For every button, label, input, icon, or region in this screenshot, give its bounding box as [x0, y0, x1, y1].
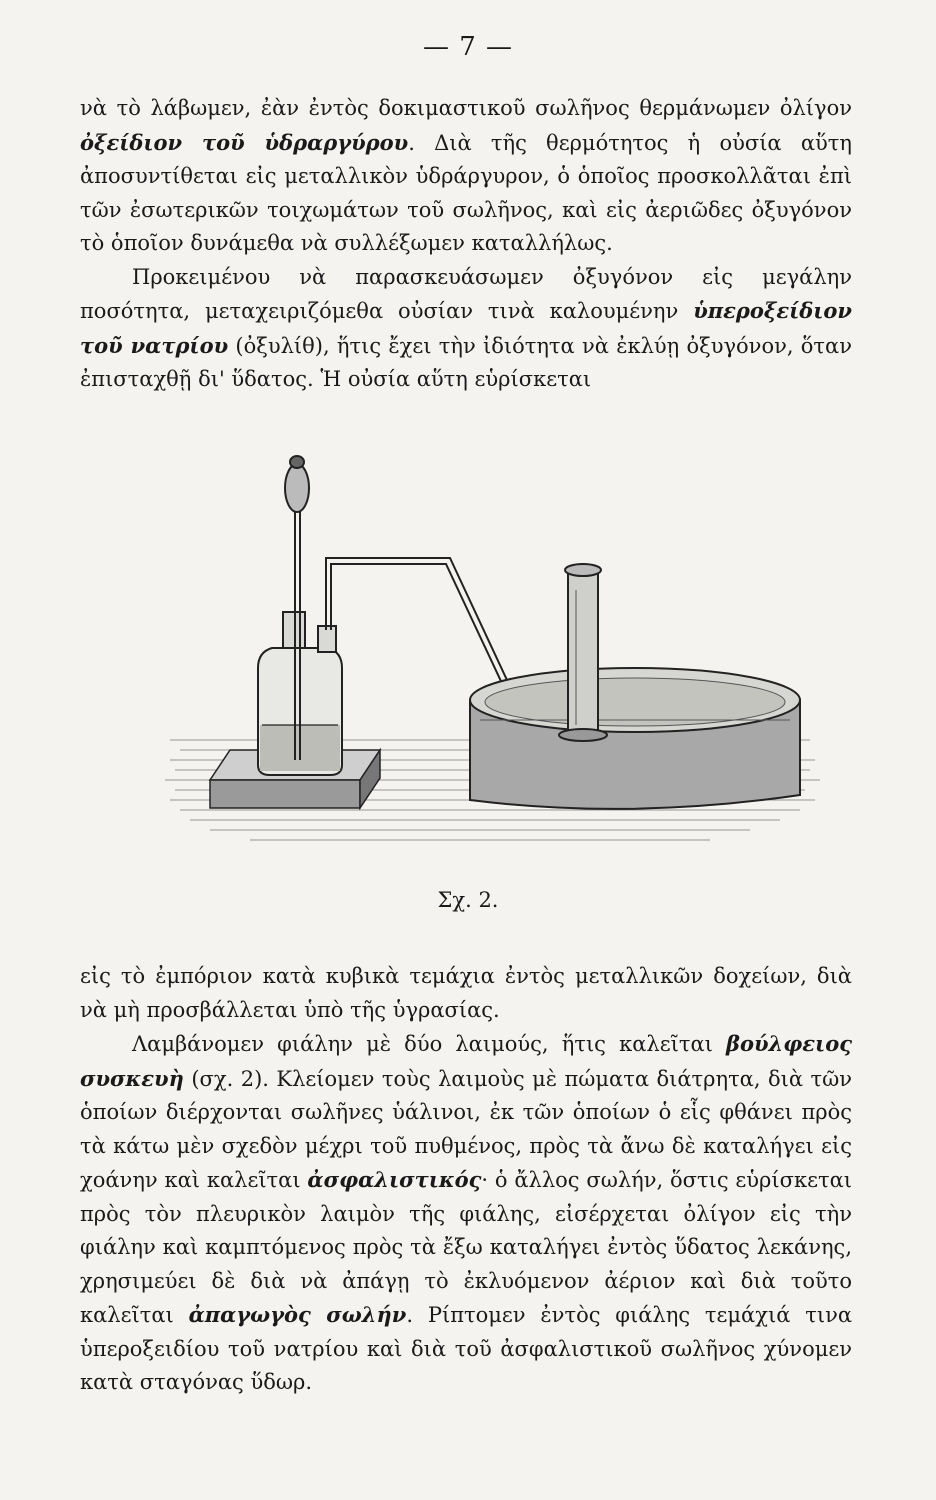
- woulff-bottle-figure: [150, 440, 850, 870]
- apparatus-illustration: [150, 440, 850, 870]
- figure-caption: Σχ. 2.: [437, 888, 499, 912]
- emphasis: ἀπαγωγὸς σωλήν: [188, 1302, 407, 1327]
- paragraph: εἰς τὸ ἐμπόριον κατὰ κυβικὰ τεμάχια ἐντὸς μεταλλικῶν δοχείων, διὰ νὰ μὴ προσβάλλεται ὑπὸ τῆς ὑγρασίας.: [80, 964, 852, 1022]
- emphasis: ἀσφαλιστικός: [307, 1167, 482, 1192]
- emphasis: βούλφειος συσκευὴ: [80, 1031, 852, 1091]
- emphasis: ὀξείδιον τοῦ ὑδραργύρου: [80, 129, 409, 155]
- paragraph: Λαμβάνομεν φιάλην μὲ δύο λαιμούς, ἥτις καλεῖται βούλφειος συσκευὴ (σχ. 2). Κλείομεν τοὺς λαιμοὺς μὲ πώματα διάτρητα, διὰ τῶν ὁποίων διέρχονται σωλῆνες ὑάλινοι, ἐκ τῶν ὁποίων ὁ εἷς φθάνει πρὸς τὰ κάτω μὲν σχεδὸν μέχρι τοῦ πυθμένος, πρὸς τὰ ἄνω δὲ καταλήγει εἰς χοάνην καὶ καλεῖται ἀσφαλιστικός· ὁ ἄλλος σωλήν, ὅστις εὑρίσκεται πρὸς τὸν πλευρικὸν λαιμὸν τῆς φιάλης, εἰσέρχεται ὀλίγον εἰς τὴν φιάλην καὶ καμπτόμενος πρὸς τὰ ἔξω καταλήγει ἐντὸς ὕδατος λεκάνης, χρησιμεύει δὲ διὰ νὰ ἀπάγῃ τὸ ἐκλυόμενον ἀέριον καὶ διὰ τοῦτο καλεῖται ἀπαγωγὸς σωλήν. Ρίπτομεν ἐντὸς φιάλης τεμάχιά τινα ὑπεροξειδίου τοῦ νατρίου καὶ διὰ τοῦ ἀσφαλιστικοῦ σωλῆνος χύνομεν κατὰ σταγόνας ὕδωρ.: [80, 1031, 853, 1394]
- page-number: — 7 —: [422, 32, 514, 62]
- paragraph: νὰ τὸ λάβωμεν, ἐὰν ἐντὸς δοκιμαστικοῦ σωλῆνος θερμάνωμεν ὀλίγον ὀξείδιον τοῦ ὑδραργύρου. Διὰ τῆς θερμότητος ἡ οὐσία αὕτη ἀποσυντίθεται εἰς μεταλλικὸν ὑδράργυρον, ὁ ὁποῖος προσκολλᾶται ἐπὶ τῶν ἐσωτερικῶν τοιχωμάτων τοῦ σωλῆνος, καὶ εἰς ἀεριῶδες ὀξυγόνον τὸ ὁποῖον δυνάμεθα νὰ συλλέξωμεν καταλλήλως.: [80, 96, 852, 255]
- top-text: [80, 92, 852, 397]
- bottom-text: [80, 960, 852, 1400]
- paragraph: Προκειμένου νὰ παρασκευάσωμεν ὀξυγόνον εἰς μεγάλην ποσότητα, μεταχειριζόμεθα οὐσίαν τινὰ καλουμένην ὑπεροξείδιον τοῦ νατρίου (ὀξυλίθ), ἥτις ἔχει τὴν ἰδιότητα νὰ ἐκλύῃ ὀξυγόνον, ὅταν ἐπισταχθῇ δι' ὕδατος. Ἡ οὐσία αὕτη εὑρίσκεται: [80, 264, 852, 391]
- water-trough: [470, 668, 800, 809]
- emphasis: ὑπεροξείδιον τοῦ νατρίου: [80, 298, 852, 358]
